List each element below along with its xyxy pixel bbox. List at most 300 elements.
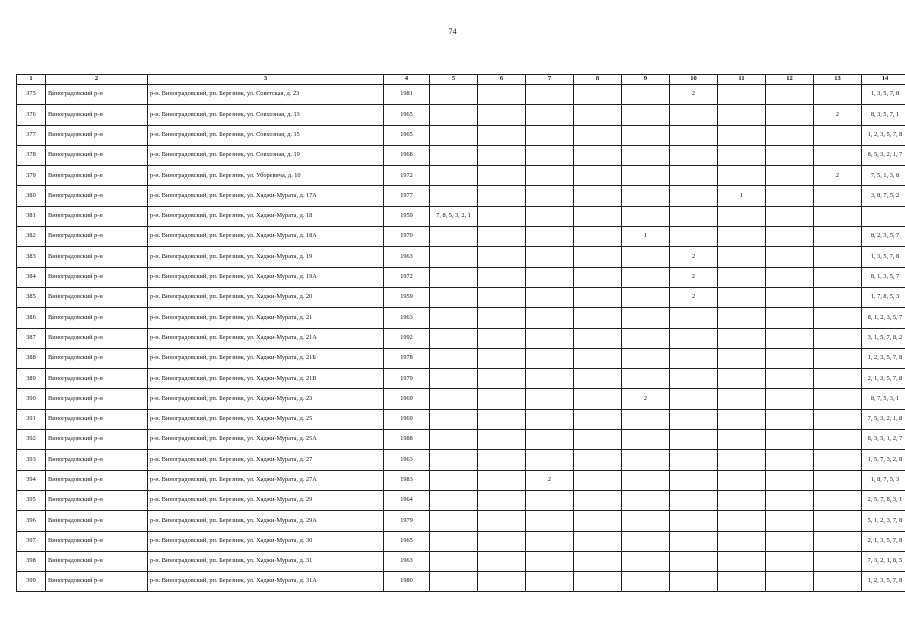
cell-col-12 (766, 287, 814, 307)
cell-col-9 (622, 511, 670, 531)
cell-col-12 (766, 409, 814, 429)
cell-row-number: 398 (17, 551, 46, 571)
cell-col-10 (670, 511, 718, 531)
cell-district: Виноградовский р-н (46, 206, 148, 226)
cell-col-13 (814, 145, 862, 165)
cell-col-13: 2 (814, 166, 862, 186)
cell-district: Виноградовский р-н (46, 125, 148, 145)
cell-col-9 (622, 85, 670, 105)
cell-year: 1968 (384, 145, 430, 165)
cell-row-number: 391 (17, 409, 46, 429)
cell-col-10 (670, 369, 718, 389)
cell-col-13 (814, 308, 862, 328)
cell-col-6 (478, 531, 526, 551)
cell-col-11 (718, 247, 766, 267)
cell-address: р-н. Виноградовский, рп. Березник, ул. Совхозная, д. 13 (148, 105, 384, 125)
cell-address: р-н. Виноградовский, рп. Березник, ул. Хаджи-Мурата, д. 23 (148, 389, 384, 409)
cell-year: 1969 (384, 409, 430, 429)
cell-col-14 (862, 206, 905, 226)
cell-col-13 (814, 490, 862, 510)
cell-col-7: 2 (526, 470, 574, 490)
cell-year: 1980 (384, 572, 430, 592)
cell-row-number: 399 (17, 572, 46, 592)
cell-col-10 (670, 227, 718, 247)
table-row (17, 369, 905, 389)
cell-col-5 (430, 531, 478, 551)
cell-row-number: 386 (17, 308, 46, 328)
cell-year: 1992 (384, 328, 430, 348)
cell-year: 1965 (384, 125, 430, 145)
cell-col-13 (814, 369, 862, 389)
cell-col-5 (430, 409, 478, 429)
cell-row-number: 375 (17, 85, 46, 105)
cell-row-number: 392 (17, 430, 46, 450)
cell-col-13 (814, 206, 862, 226)
cell-col-9 (622, 105, 670, 125)
cell-district: Виноградовский р-н (46, 105, 148, 125)
cell-row-number: 379 (17, 166, 46, 186)
cell-col-5 (430, 551, 478, 571)
cell-col-9 (622, 186, 670, 206)
table-row (17, 125, 905, 145)
cell-year: 1972 (384, 166, 430, 186)
cell-col-9 (622, 267, 670, 287)
cell-district: Виноградовский р-н (46, 470, 148, 490)
cell-col-12 (766, 369, 814, 389)
cell-row-number: 397 (17, 531, 46, 551)
cell-col-6 (478, 430, 526, 450)
cell-col-11 (718, 551, 766, 571)
cell-col-10 (670, 450, 718, 470)
cell-col-14: 8, 3, 5, 1, 2, 7 (862, 430, 905, 450)
cell-col-8 (574, 450, 622, 470)
cell-address: р-н. Виноградовский, рп. Березник, ул. Хаджи-Мурата, д. 18 (148, 206, 384, 226)
cell-year: 1963 (384, 308, 430, 328)
cell-col-13 (814, 409, 862, 429)
data-table (16, 74, 905, 592)
cell-address: р-н. Виноградовский, рп. Березник, ул. Хаджи-Мурата, д. 31А (148, 572, 384, 592)
cell-col-12 (766, 267, 814, 287)
cell-col-9 (622, 206, 670, 226)
cell-col-14: 7, 5, 3, 2, 1, 8 (862, 409, 905, 429)
cell-year: 1981 (384, 85, 430, 105)
column-header-11: 11 (718, 75, 766, 85)
cell-col-11 (718, 166, 766, 186)
cell-address: р-н. Виноградовский, рп. Березник, ул. Хаджи-Мурата, д. 29А (148, 511, 384, 531)
cell-col-6 (478, 206, 526, 226)
cell-district: Виноградовский р-н (46, 490, 148, 510)
cell-col-11 (718, 531, 766, 551)
cell-col-12 (766, 105, 814, 125)
cell-col-9 (622, 551, 670, 571)
cell-col-7 (526, 511, 574, 531)
cell-col-13: 2 (814, 105, 862, 125)
cell-address: р-н. Виноградовский, рп. Березник, ул. Хаджи-Мурата, д. 21В (148, 369, 384, 389)
cell-col-14: 3, 1, 5, 7, 8, 2 (862, 328, 905, 348)
cell-col-12 (766, 572, 814, 592)
cell-col-12 (766, 551, 814, 571)
cell-col-14: 7, 3, 2, 1, 8, 5 (862, 551, 905, 571)
cell-col-12 (766, 125, 814, 145)
cell-col-14: 8, 2, 3, 5, 7 (862, 227, 905, 247)
cell-col-10: 2 (670, 267, 718, 287)
cell-col-9 (622, 572, 670, 592)
cell-col-13 (814, 186, 862, 206)
cell-col-7 (526, 206, 574, 226)
cell-col-14: 1, 2, 3, 5, 7, 8 (862, 125, 905, 145)
cell-col-14: 1, 2, 3, 5, 7, 8 (862, 572, 905, 592)
cell-row-number: 377 (17, 125, 46, 145)
cell-col-9 (622, 247, 670, 267)
cell-address: р-н. Виноградовский, рп. Березник, ул. Совхозная, д. 15 (148, 125, 384, 145)
cell-district: Виноградовский р-н (46, 450, 148, 470)
cell-row-number: 384 (17, 267, 46, 287)
cell-col-14: 1, 2, 3, 5, 7, 8 (862, 348, 905, 368)
cell-district: Виноградовский р-н (46, 85, 148, 105)
cell-district: Виноградовский р-н (46, 511, 148, 531)
cell-col-11 (718, 369, 766, 389)
cell-address: р-н. Виноградовский, рп. Березник, ул. Хаджи-Мурата, д. 25 (148, 409, 384, 429)
cell-col-9 (622, 145, 670, 165)
column-header-14: 14 (862, 75, 905, 85)
cell-row-number: 389 (17, 369, 46, 389)
cell-row-number: 387 (17, 328, 46, 348)
cell-col-5 (430, 105, 478, 125)
cell-col-5 (430, 227, 478, 247)
cell-col-10 (670, 145, 718, 165)
cell-col-6 (478, 551, 526, 571)
cell-year: 1988 (384, 430, 430, 450)
cell-col-10 (670, 166, 718, 186)
cell-col-14: 8, 5, 3, 2, 1, 7 (862, 145, 905, 165)
cell-row-number: 395 (17, 490, 46, 510)
cell-col-12 (766, 328, 814, 348)
cell-col-6 (478, 328, 526, 348)
cell-col-8 (574, 328, 622, 348)
cell-district: Виноградовский р-н (46, 267, 148, 287)
table-row (17, 166, 905, 186)
cell-col-14: 2, 1, 3, 5, 7, 8 (862, 531, 905, 551)
cell-col-5 (430, 470, 478, 490)
cell-col-11 (718, 267, 766, 287)
cell-year: 1979 (384, 369, 430, 389)
cell-col-14: 8, 1, 2, 3, 5, 7 (862, 308, 905, 328)
cell-col-14: 2, 5, 7, 8, 3, 1 (862, 490, 905, 510)
cell-col-14: 1, 7, 8, 5, 3 (862, 287, 905, 307)
cell-col-8 (574, 572, 622, 592)
table-row (17, 85, 905, 105)
cell-col-13 (814, 572, 862, 592)
header-row (17, 75, 905, 85)
cell-col-9 (622, 369, 670, 389)
column-header-4: 4 (384, 75, 430, 85)
cell-row-number: 394 (17, 470, 46, 490)
cell-col-8 (574, 490, 622, 510)
cell-col-14: 8, 1, 3, 5, 7 (862, 267, 905, 287)
cell-col-5 (430, 369, 478, 389)
cell-col-11 (718, 572, 766, 592)
table-row (17, 267, 905, 287)
cell-col-8 (574, 247, 622, 267)
cell-col-8 (574, 227, 622, 247)
cell-col-7 (526, 389, 574, 409)
cell-col-12 (766, 145, 814, 165)
column-header-8: 8 (574, 75, 622, 85)
cell-col-6 (478, 287, 526, 307)
cell-col-13 (814, 227, 862, 247)
cell-district: Виноградовский р-н (46, 531, 148, 551)
table-header (17, 75, 905, 85)
cell-col-7 (526, 430, 574, 450)
cell-col-12 (766, 348, 814, 368)
column-header-2: 2 (46, 75, 148, 85)
cell-col-5 (430, 267, 478, 287)
cell-col-11 (718, 308, 766, 328)
table-row (17, 531, 905, 551)
cell-col-8 (574, 369, 622, 389)
cell-year: 1965 (384, 105, 430, 125)
cell-col-5: 7, 8, 5, 3, 2, 1 (430, 206, 478, 226)
column-header-1: 1 (17, 75, 46, 85)
cell-col-13 (814, 470, 862, 490)
cell-col-7 (526, 145, 574, 165)
table-row (17, 247, 905, 267)
cell-year: 1983 (384, 470, 430, 490)
cell-district: Виноградовский р-н (46, 166, 148, 186)
cell-col-10 (670, 430, 718, 450)
table-row (17, 551, 905, 571)
cell-col-12 (766, 430, 814, 450)
cell-col-5 (430, 85, 478, 105)
cell-col-6 (478, 409, 526, 429)
column-header-12: 12 (766, 75, 814, 85)
cell-row-number: 380 (17, 186, 46, 206)
cell-district: Виноградовский р-н (46, 348, 148, 368)
cell-col-5 (430, 328, 478, 348)
cell-col-6 (478, 186, 526, 206)
cell-district: Виноградовский р-н (46, 409, 148, 429)
cell-col-8 (574, 145, 622, 165)
cell-col-6 (478, 572, 526, 592)
cell-col-10 (670, 470, 718, 490)
cell-col-8 (574, 186, 622, 206)
cell-address: р-н. Виноградовский, рп. Березник, ул. Советская, д. 23 (148, 85, 384, 105)
cell-col-9 (622, 308, 670, 328)
cell-col-9 (622, 166, 670, 186)
cell-col-13 (814, 85, 862, 105)
cell-year: 1964 (384, 490, 430, 510)
cell-col-11 (718, 328, 766, 348)
table-row (17, 186, 905, 206)
column-header-9: 9 (622, 75, 670, 85)
cell-col-14: 3, 8, 7, 5, 2 (862, 186, 905, 206)
cell-district: Виноградовский р-н (46, 186, 148, 206)
cell-col-9 (622, 470, 670, 490)
cell-col-10 (670, 490, 718, 510)
cell-col-12 (766, 206, 814, 226)
cell-col-10 (670, 206, 718, 226)
cell-district: Виноградовский р-н (46, 389, 148, 409)
cell-col-9 (622, 490, 670, 510)
cell-year: 1959 (384, 206, 430, 226)
cell-col-13 (814, 247, 862, 267)
cell-col-6 (478, 470, 526, 490)
cell-col-13 (814, 267, 862, 287)
cell-col-11 (718, 206, 766, 226)
cell-col-5 (430, 490, 478, 510)
cell-col-7 (526, 450, 574, 470)
cell-col-11 (718, 125, 766, 145)
cell-col-13 (814, 430, 862, 450)
cell-col-7 (526, 369, 574, 389)
table-row (17, 389, 905, 409)
cell-col-13 (814, 531, 862, 551)
cell-col-6 (478, 247, 526, 267)
cell-col-10 (670, 186, 718, 206)
cell-col-7 (526, 166, 574, 186)
cell-col-9 (622, 125, 670, 145)
cell-col-12 (766, 511, 814, 531)
cell-col-8 (574, 308, 622, 328)
cell-col-6 (478, 348, 526, 368)
cell-col-12 (766, 85, 814, 105)
table-row (17, 105, 905, 125)
cell-district: Виноградовский р-н (46, 430, 148, 450)
cell-col-9 (622, 430, 670, 450)
cell-col-10 (670, 531, 718, 551)
cell-col-7 (526, 551, 574, 571)
cell-col-12 (766, 166, 814, 186)
cell-col-5 (430, 145, 478, 165)
cell-col-7 (526, 267, 574, 287)
cell-col-5 (430, 572, 478, 592)
cell-col-6 (478, 450, 526, 470)
cell-district: Виноградовский р-н (46, 247, 148, 267)
cell-col-5 (430, 166, 478, 186)
cell-col-5 (430, 389, 478, 409)
cell-col-11 (718, 85, 766, 105)
column-header-10: 10 (670, 75, 718, 85)
cell-district: Виноградовский р-н (46, 551, 148, 571)
cell-col-7 (526, 490, 574, 510)
cell-col-13 (814, 551, 862, 571)
cell-col-11 (718, 227, 766, 247)
cell-col-7 (526, 328, 574, 348)
cell-address: р-н. Виноградовский, рп. Березник, ул. Совхозная, д. 19 (148, 145, 384, 165)
column-header-5: 5 (430, 75, 478, 85)
cell-col-5 (430, 511, 478, 531)
cell-col-8 (574, 206, 622, 226)
table-row (17, 206, 905, 226)
cell-col-14: 1, 3, 5, 7, 8 (862, 85, 905, 105)
cell-col-8 (574, 470, 622, 490)
cell-col-8 (574, 166, 622, 186)
cell-col-12 (766, 247, 814, 267)
cell-col-13 (814, 328, 862, 348)
cell-col-8 (574, 511, 622, 531)
cell-col-12 (766, 490, 814, 510)
cell-col-11 (718, 490, 766, 510)
page-number: 74 (448, 27, 457, 36)
table-row (17, 328, 905, 348)
cell-col-9 (622, 409, 670, 429)
cell-col-8 (574, 531, 622, 551)
cell-row-number: 390 (17, 389, 46, 409)
column-header-7: 7 (526, 75, 574, 85)
cell-col-5 (430, 247, 478, 267)
table-row (17, 227, 905, 247)
cell-col-10 (670, 308, 718, 328)
table-row (17, 348, 905, 368)
cell-col-9 (622, 531, 670, 551)
cell-col-10 (670, 572, 718, 592)
cell-col-11 (718, 409, 766, 429)
cell-col-8 (574, 125, 622, 145)
cell-address: р-н. Виноградовский, рп. Березник, ул. Хаджи-Мурата, д. 21Б (148, 348, 384, 368)
cell-col-6 (478, 145, 526, 165)
cell-col-12 (766, 531, 814, 551)
cell-address: р-н. Виноградовский, рп. Березник, ул. Хаджи-Мурата, д. 18А (148, 227, 384, 247)
cell-row-number: 376 (17, 105, 46, 125)
cell-col-10 (670, 389, 718, 409)
cell-col-10 (670, 348, 718, 368)
cell-col-6 (478, 105, 526, 125)
cell-row-number: 382 (17, 227, 46, 247)
cell-col-7 (526, 572, 574, 592)
table-row (17, 450, 905, 470)
cell-col-14: 8, 3, 5, 7, 1 (862, 105, 905, 125)
cell-col-11 (718, 348, 766, 368)
cell-col-8 (574, 267, 622, 287)
cell-col-6 (478, 166, 526, 186)
cell-address: р-н. Виноградовский, рп. Березник, ул. Хаджи-Мурата, д. 27 (148, 450, 384, 470)
cell-address: р-н. Виноградовский, рп. Березник, ул. Уборевича, д. 10 (148, 166, 384, 186)
cell-col-9: 2 (622, 389, 670, 409)
cell-address: р-н. Виноградовский, рп. Березник, ул. Хаджи-Мурата, д. 17А (148, 186, 384, 206)
cell-col-12 (766, 308, 814, 328)
cell-year: 1970 (384, 227, 430, 247)
cell-col-11 (718, 470, 766, 490)
cell-col-11 (718, 287, 766, 307)
cell-year: 1979 (384, 511, 430, 531)
cell-col-12 (766, 227, 814, 247)
cell-col-10 (670, 105, 718, 125)
cell-col-14: 5, 1, 2, 3, 7, 8 (862, 511, 905, 531)
cell-col-7 (526, 531, 574, 551)
cell-col-8 (574, 85, 622, 105)
column-header-3: 3 (148, 75, 384, 85)
cell-col-6 (478, 511, 526, 531)
cell-col-7 (526, 247, 574, 267)
cell-col-14: 1, 5, 7, 3, 2, 8 (862, 450, 905, 470)
cell-col-10 (670, 328, 718, 348)
cell-col-7 (526, 105, 574, 125)
cell-col-5 (430, 186, 478, 206)
table-body (17, 85, 905, 592)
cell-address: р-н. Виноградовский, рп. Березник, ул. Хаджи-Мурата, д. 21 (148, 308, 384, 328)
cell-col-9: 1 (622, 227, 670, 247)
cell-col-11 (718, 389, 766, 409)
cell-address: р-н. Виноградовский, рп. Березник, ул. Хаджи-Мурата, д. 19 (148, 247, 384, 267)
cell-col-12 (766, 470, 814, 490)
cell-col-6 (478, 85, 526, 105)
column-header-13: 13 (814, 75, 862, 85)
cell-district: Виноградовский р-н (46, 227, 148, 247)
table-row (17, 308, 905, 328)
cell-col-6 (478, 125, 526, 145)
cell-col-13 (814, 348, 862, 368)
cell-col-11 (718, 145, 766, 165)
